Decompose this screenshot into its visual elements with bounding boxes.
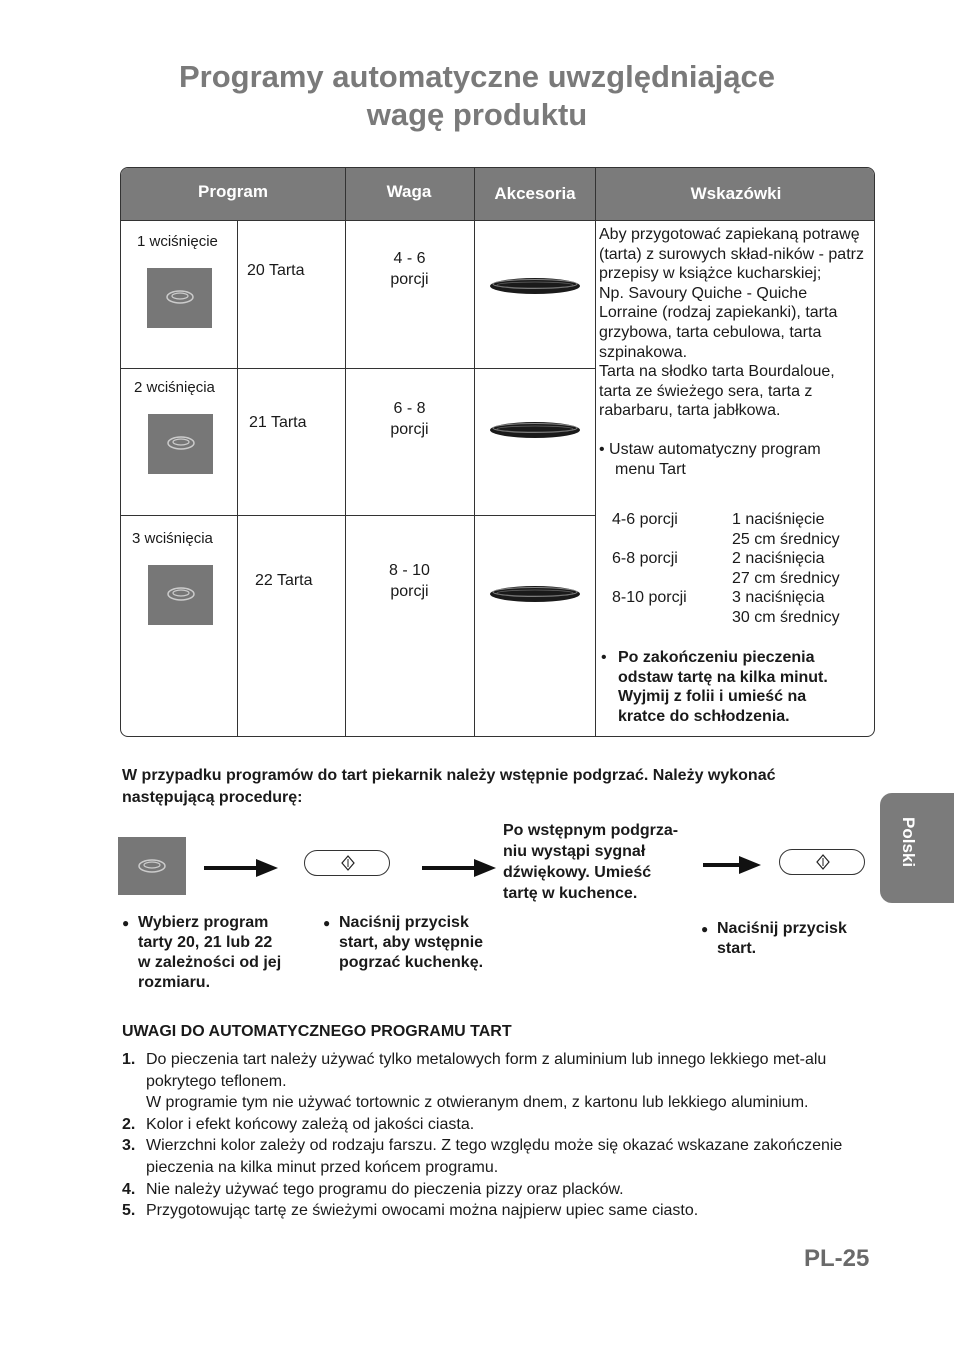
start-diamond-icon — [816, 854, 830, 870]
arrow-right-icon — [703, 854, 761, 876]
arrow-right-icon — [422, 857, 496, 879]
divider — [595, 168, 596, 736]
baking-tray-icon — [489, 418, 581, 442]
row2-program: 21 Tarta — [249, 414, 307, 431]
divider — [121, 515, 595, 516]
program-table: Program Waga Akcesoria Wskazówki 1 wciśnięcie 20 Tarta 4 - 6 porcji 2 wciśnięcia 21 Tarta 6 - 8 porcji 3 wciśnięcia 22 Tarta 8 - 10 porcji Aby przygotować zapiekaną potrawę (tarta) z surowych skład-ników - patrz przepisy w książce kucharskiej; Np. Savoury Quiche - Quiche Lorraine (rodzaj zapiekanki), tarta grzybowa, tarta cebulowa, tarta szpinakowa. Tarta na słodko tarta Bourdaloue, tarta ze świeżego sera, tarta z rabarbaru, tarta jabłkowa. • Ustaw automatyczny program menu Tart 4-6 porcji 1 naciśnięcie 25 cm średnicy 6-8 porcji 2 naciśnięcia 27 cm średnicy 8-10 porcji 3 naciśnięcia 30 cm średnicy • Po zakończeniu pieczenia odstaw tartę na kilka minut. Wyjmij z folii i umieść na kratce do schłodzenia. — [120, 167, 875, 737]
tart-program-icon — [148, 414, 213, 474]
table-header — [121, 168, 874, 220]
language-tab: Polski — [880, 793, 954, 903]
start-diamond-icon — [341, 855, 355, 871]
cooling-tip: • Po zakończeniu pieczenia odstaw tartę na kilka minut. Wyjmij z folii i umieść na kratce do schłodzenia. — [601, 649, 828, 725]
header-accessories: Akcesoria — [494, 184, 576, 203]
row1-presses: 1 wciśnięcie — [137, 233, 218, 250]
tart-program-icon — [148, 565, 213, 625]
tart-program-button[interactable] — [118, 837, 186, 895]
row1-weight: 4 - 6 porcji — [390, 250, 429, 288]
list-item: 3. Wierzchni kolor zależy od rodzaju farszu. Z tego względu może się okazać wskazane zakończenie pieczenia na kilka minut przed końcem programu. — [122, 1137, 843, 1176]
page-number: PL-25 — [804, 1245, 870, 1272]
tart-program-icon — [147, 268, 212, 328]
step3-text: ● Naciśnij przycisk start. — [701, 920, 847, 957]
preheat-note: Po wstępnym podgrza- niu wystąpi sygnał dźwiękowy. Umieść tartę w kuchence. — [503, 822, 679, 902]
row2-weight: 6 - 8 porcji — [390, 400, 429, 438]
tips-text: Aby przygotować zapiekaną potrawę (tarta) z surowych skład-ników - patrz przepisy w książce kucharskiej; Np. Savoury Quiche - Quiche Lorraine (rodzaj zapiekanki), tarta grzybowa, tarta cebulowa, tarta szpinakowa. Tarta na słodko tarta Bourdaloue, tarta ze świeżego sera, tarta z rabarbaru, tarta jabłkowa. • Ustaw automatyczny program menu Tart — [599, 226, 864, 478]
header-weight: Waga — [386, 182, 432, 201]
start-button[interactable] — [304, 850, 390, 876]
notes-list — [122, 1049, 882, 1222]
arrow-right-icon — [204, 857, 278, 879]
divider — [237, 220, 238, 736]
notes-heading: UWAGI DO AUTOMATYCZNEGO PROGRAMU TART — [122, 1023, 512, 1040]
header-tips: Wskazówki — [690, 184, 782, 203]
row2-presses: 2 wciśnięcia — [134, 379, 215, 396]
row1-program: 20 Tarta — [247, 262, 305, 279]
row3-presses: 3 wciśnięcia — [132, 530, 213, 547]
list-item: 5. Przygotowując tartę ze świeżymi owocami można najpierw upiec same ciasto. — [122, 1202, 699, 1220]
header-program: Program — [198, 182, 268, 201]
start-button[interactable] — [779, 849, 865, 875]
list-item: 1. Do pieczenia tart należy używać tylko metalowych form z aluminium lub innego lekkiego met-alu pokrytego teflonem. W programie tym nie używać tortownic z otwieranym dnem, z kartonu lub lekkiego aluminium. — [122, 1051, 827, 1112]
divider — [121, 220, 875, 221]
list-item: 4. Nie należy używać tego programu do pieczenia pizzy oraz placków. — [122, 1180, 624, 1198]
step1-text: ● Wybierz program tarty 20, 21 lub 22 w zależności od jej rozmiaru. — [122, 914, 282, 991]
step2-text: ● Naciśnij przycisk start, aby wstępnie pogrzać kuchenkę. — [323, 914, 484, 971]
procedure-intro: W przypadku programów do tart piekarnik należy wstępnie podgrzać. Należy wykonać następującą procedurę: — [122, 767, 776, 806]
divider — [474, 168, 475, 736]
page-title: Programy automatyczne uwzględniające wagę produktu — [178, 59, 776, 132]
divider — [121, 368, 595, 369]
list-item: 2. Kolor i efekt końcowy zależą od jakości ciasta. — [122, 1115, 475, 1133]
baking-tray-icon — [489, 582, 581, 606]
baking-tray-icon — [489, 274, 581, 298]
row3-program: 22 Tarta — [255, 572, 313, 589]
row3-weight: 8 - 10 porcji — [389, 562, 430, 600]
